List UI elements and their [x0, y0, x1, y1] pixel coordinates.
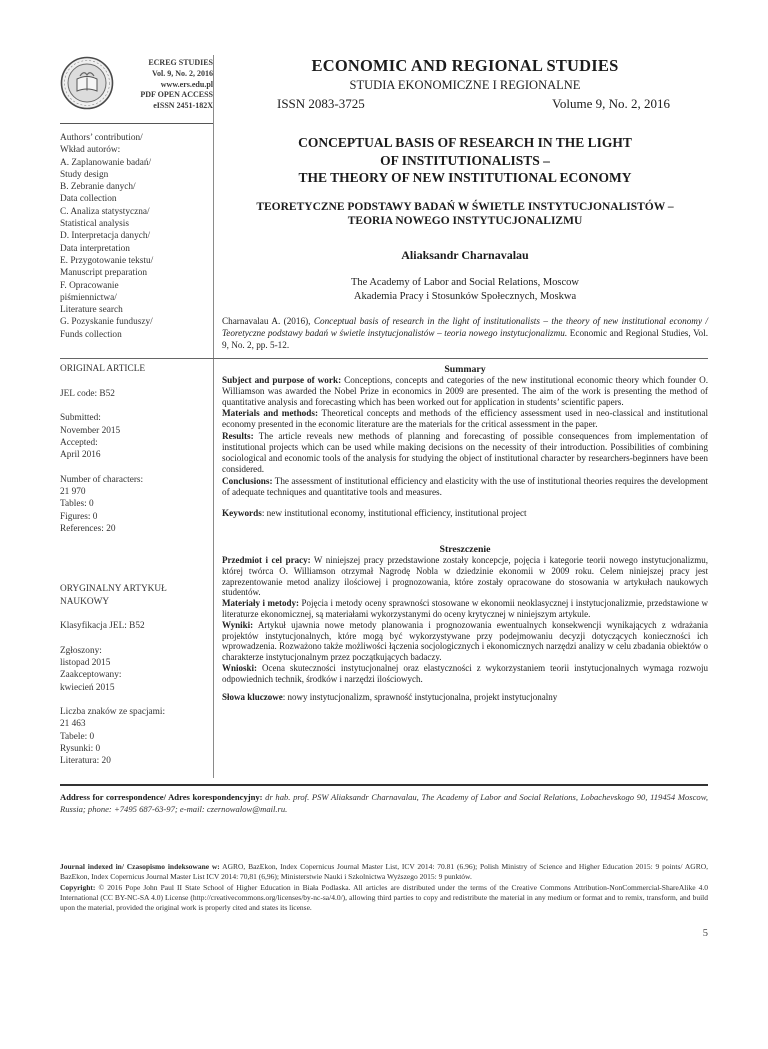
article-info-line: [60, 400, 213, 412]
streszczenie-paragraph: [222, 663, 708, 685]
content-columns: [60, 55, 708, 778]
contribution-line: Literature search: [60, 305, 123, 316]
article-info-line: Zgłoszony:: [60, 645, 102, 656]
article-info-line: Number of characters:: [60, 474, 144, 485]
authors-contribution-block: [60, 132, 213, 341]
contribution-line: Funds collection: [60, 329, 122, 340]
address-label: Address for correspondence/ Adres korespondencyjny:: [60, 792, 263, 802]
author-affiliations: [222, 276, 708, 303]
paragraph-label: Materials and methods:: [222, 408, 319, 419]
title-pl-line: TEORETYCZNE PODSTAWY BADAŃ W ŚWIETLE INSTYTUCJONALISTÓW –: [256, 200, 674, 213]
journal-page: [0, 55, 768, 1049]
article-title-pl: [222, 200, 708, 229]
contribution-line: Statistical analysis: [60, 219, 129, 230]
logo-caption-line: www.ers.edu.pl: [160, 79, 213, 89]
article-info-line: Tabele: 0: [60, 731, 95, 742]
paragraph-text: Theoretical concepts and methods of the efficiency assessment used in neo-classical and institutional economy presented in the economic literature are the materials for the critical assessment in the paper.: [222, 408, 708, 430]
streszczenie-paragraph: [222, 555, 708, 598]
paragraph-text: The assessment of institutional efficiency and elasticity with the use of institutional theories requires the development of adequate techniques and quantitative tools and measures.: [222, 475, 708, 497]
contribution-line: E. Przygotowanie tekstu/: [60, 255, 154, 266]
streszczenie-abstract: [222, 555, 708, 685]
streszczenie-paragraph: [222, 620, 708, 663]
paragraph-text: Artykuł ujawnia nowe metody planowania i prognozowania ewentualnych konsekwencji wynikających z wdrażania projektów instytucjonalnych, które mogą być wykorzystywane przy podejmowaniu decyzji dotyczących konieczności ich wprowadzenia. Rozważono także możliwości łączenia socjologicznych i ekonomicznych narzędzi analizy w celu zbadania obiektów o charakterze instytucjonalnym przez początkujących badaczy.: [222, 619, 708, 663]
streszczenie-section: [222, 544, 708, 702]
article-info-line: References: 20: [60, 523, 116, 534]
article-info-line: Figures: 0: [60, 511, 98, 522]
author-name: Aliaksandr Charnavalau: [401, 248, 529, 263]
article-info-line: [60, 608, 213, 620]
article-info-line: [60, 632, 213, 644]
contribution-line: piśmiennictwa/: [60, 292, 117, 303]
keywords-label: Keywords: [222, 507, 262, 518]
contribution-line: G. Pozyskanie funduszy/: [60, 317, 153, 328]
title-pl-line: TEORIA NOWEGO INSTYTUCJONALIZMU: [347, 215, 583, 228]
logo-caption-line: PDF OPEN ACCESS: [140, 90, 213, 100]
article-info-line: [60, 694, 213, 706]
summary-paragraph: [222, 431, 708, 476]
contribution-line: D. Interpretacja danych/: [60, 231, 151, 242]
article-info-line: JEL code: B52: [60, 388, 115, 399]
logo-caption: [118, 55, 213, 112]
article-info-line: kwiecień 2015: [60, 682, 115, 693]
article-info-en-block: [60, 363, 213, 535]
title-en-line: THE THEORY OF NEW INSTITUTIONAL ECONOMY: [298, 170, 632, 186]
article-info-line: Submitted:: [60, 413, 101, 424]
article-info-line: Klasyfikacja JEL: B52: [60, 621, 145, 632]
journal-title: ECONOMIC AND REGIONAL STUDIES: [311, 56, 619, 75]
address-text: dr hab. prof. PSW Aliaksandr Charnavalau, The Academy of Labor and Social Relations, Lobachevskogo 90, 119454 Moscow, Russia; phone: +7495 687-63-97; e-mail: czernowalow@mail.ru.: [60, 792, 708, 815]
contribution-line: C. Analiza statystyczna/: [60, 206, 150, 217]
paragraph-text: Pojęcia i metody oceny sprawności stosowane w ekonomii neoklasycznej i instytucjonalizmie, przedstawione w literaturze ekonomicznej, są materiałami wykorzystanymi do oceny krytycznej w niniejszym artykule.: [222, 598, 708, 619]
article-info-line: November 2015: [60, 425, 121, 436]
article-info-line: 21 463: [60, 719, 86, 730]
contribution-line: F. Opracowanie: [60, 280, 119, 291]
affiliation-line: The Academy of Labor and Social Relations, Moscow: [350, 277, 580, 289]
paragraph-label: Subject and purpose of work:: [222, 374, 342, 385]
paragraph-label: Wnioski:: [222, 662, 258, 673]
contribution-line: Data collection: [60, 194, 117, 205]
paragraph-text: Conceptions, concepts and categories of the new institutional economic theory which founder O. Williamson was awarded the Nobel Prize in economics in 2009 are presented. The aim of the work is presenting the method of quantitative analysis and forecasting which has been worked out for application in students’ scientific papers.: [222, 374, 709, 407]
journal-issn: ISSN 2083-3725: [277, 96, 365, 111]
copyright-label: Copyright:: [60, 882, 96, 892]
summary-abstract: [222, 375, 708, 498]
keywords-text: : nowy instytucjonalizm, sprawność instytucjonalna, projekt instytucjonalny: [282, 691, 558, 702]
contribution-line: Authors’ contribution/: [60, 133, 143, 143]
contribution-line: B. Zebranie danych/: [60, 182, 136, 193]
indexing-note: [60, 862, 708, 883]
article-info-line: listopad 2015: [60, 657, 111, 668]
journal-volume: Volume 9, No. 2, 2016: [552, 96, 670, 111]
paragraph-label: Materiały i metody:: [222, 598, 299, 609]
article-title-en: [222, 134, 708, 187]
title-en-line: CONCEPTUAL BASIS OF RESEARCH IN THE LIGHT: [298, 135, 632, 150]
title-en-line: OF INSTITUTIONALISTS –: [380, 152, 550, 168]
paragraph-label: Wyniki:: [222, 619, 254, 630]
keywords-en: [222, 508, 708, 518]
indexing-text: AGRO, BazEkon, Index Copernicus Journal Master List, ICV 2014: 70.81 (6.96); Polish Ministry of Science and Higher Education 2015: 9 points/ AGRO, BazEkon, Index Copernicus Journal Master List ICV 2014: 70,81 (6,96); Ministerstwie Nauki i Szkolnictwa Wyższego 2015: 9 punktów.: [60, 861, 708, 882]
article-info-line: Tables: 0: [60, 499, 94, 510]
horizontal-divider: [60, 358, 708, 359]
contribution-line: Wkład autorów:: [60, 145, 121, 156]
article-info-line: Liczba znaków ze spacjami:: [60, 707, 166, 718]
keywords-label: Słowa kluczowe: [222, 691, 283, 702]
paragraph-label: Results:: [222, 430, 254, 441]
contribution-line: Study design: [60, 169, 109, 180]
correspondence-address: [60, 791, 708, 816]
streszczenie-paragraph: [222, 598, 708, 620]
copyright-text: © 2016 Pope John Paul II State School of Higher Education in Biała Podlaska. All articles are distributed under the terms of the Creative Commons Attribution-NonCommercial-ShareAlike 4.0 International (CC BY-NC-SA 4.0) License (http://creativecommons.org/licenses/by-nc-sa/4.0/), allowing third parties to copy and redistribute the material in any medium or format and to remix, transform, and build upon the material, provided the original work is properly cited and states its license.: [60, 882, 708, 913]
journal-subtitle: STUDIA EKONOMICZNE I REGIONALNE: [349, 78, 581, 92]
article-info-line: [60, 461, 213, 473]
journal-header: [222, 55, 708, 122]
main-column: [213, 55, 708, 778]
article-info-line: ORYGINALNY ARTYKUŁ: [60, 584, 167, 595]
article-info-line: April 2016: [60, 450, 101, 461]
journal-seal-icon: [60, 56, 114, 110]
citation-note: [222, 316, 708, 352]
article-info-line: ORIGINAL ARTICLE: [60, 364, 146, 375]
streszczenie-heading: Streszczenie: [439, 543, 491, 555]
summary-paragraph: [222, 408, 708, 430]
citation-prefix: Charnavalau A. (2016),: [222, 315, 314, 326]
article-info-line: Rysunki: 0: [60, 744, 101, 755]
indexing-label: Journal indexed in/ Czasopismo indeksowane w:: [60, 861, 220, 871]
paragraph-text: W niniejszej pracy przedstawione zostały koncepcje, pojęcia i kategorie teorii nowego instytucjonalizmu, której twórca O. Williamson otrzymał Nagrodę Nobla w dziedzinie ekonomii w 2009 roku. Celem niniejszej pracy jest zaprezentowanie metod analizy ilościowej i prognozowania, które zostały opracowane do stosowania w artykułach naukowych studentów.: [222, 554, 708, 598]
keywords-pl: [222, 692, 708, 702]
paragraph-text: The article reveals new methods of planning and forecasting of possible consequences from implementation of institutional projects which can be used while making decisions on the necessity of their introduction. Possibilities of combining sociological and economic tools of the analysis for studying the object of institutional character by researchers-beginners have been considered.: [222, 430, 708, 475]
contribution-line: Manuscript preparation: [60, 268, 147, 279]
page-number: 5: [702, 927, 708, 939]
article-info-line: 21 970: [60, 487, 86, 498]
footer-notes: [60, 862, 708, 914]
contribution-line: Data interpretation: [60, 243, 130, 254]
summary-paragraph: [222, 476, 708, 498]
paragraph-text: Ocena skuteczności instytucjonalnej oraz elastyczności z wykorzystaniem teorii instytucjonalnych wymaga rozwoju odpowiednich technik, środków i narzędzi ilościowych.: [222, 662, 708, 684]
bottom-rule: [60, 784, 708, 786]
paragraph-label: Przedmiot i cel pracy:: [222, 554, 311, 565]
contribution-line: A. Zaplanowanie badań/: [60, 157, 152, 168]
journal-logo-block: [60, 55, 213, 124]
logo-caption-line: Vol. 9, No. 2, 2016: [151, 68, 213, 78]
paragraph-label: Conclusions:: [222, 475, 273, 486]
article-info-line: NAUKOWY: [60, 596, 110, 607]
article-info-line: Literatura: 20: [60, 756, 111, 767]
logo-caption-line: eISSN 2451-182X: [153, 101, 213, 111]
summary-paragraph: [222, 375, 708, 409]
article-info-line: [60, 375, 213, 387]
keywords-text: : new institutional economy, institutional efficiency, institutional project: [261, 507, 527, 518]
citation-suffix: Economic and Regional Studies, Vol. 9, No. 2, pp. 5-12.: [222, 327, 708, 350]
article-info-line: Zaakceptowany:: [60, 670, 122, 681]
article-info-line: Accepted:: [60, 437, 98, 448]
citation-italic: Conceptual basis of research in the light of institutionalists – the theory of new institutional economy / Teoretyczne podstawy badań w świetle instytucjonalistów – teoria nowego instytucjonalizmu.: [222, 315, 708, 338]
article-info-pl-block: [60, 583, 213, 767]
summary-heading: Summary: [444, 363, 486, 375]
copyright-note: [60, 883, 708, 914]
affiliation-line: Akademia Pracy i Stosunków Społecznych, Moskwa: [353, 291, 577, 303]
left-sidebar: [60, 55, 213, 778]
logo-caption-line: ECREG STUDIES: [148, 58, 213, 67]
issn-volume-row: [222, 96, 708, 112]
